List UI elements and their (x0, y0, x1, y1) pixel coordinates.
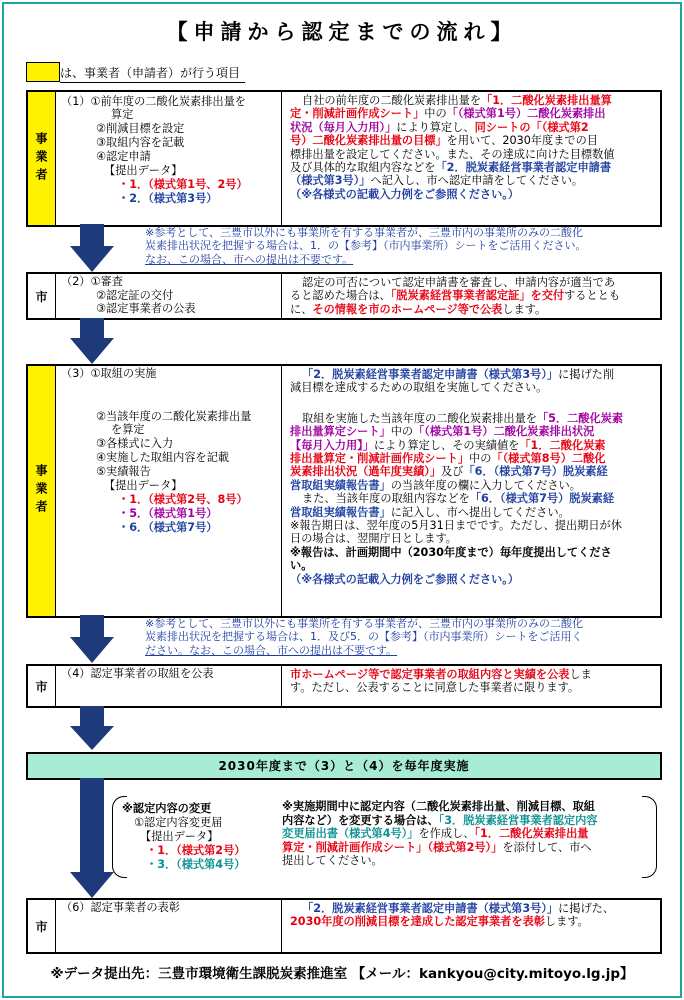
section-2 (26, 272, 662, 320)
section-6 (26, 898, 662, 954)
step-line: （6）認定事業者の表彰 (61, 901, 180, 914)
change-step: ①認定内容変更届 (134, 816, 223, 829)
change-step: 【提出データ】 (140, 830, 219, 843)
step-line: ④実施した取組内容を記載 (96, 451, 230, 464)
step-line: ②当該年度の二酸化炭素排出量 (96, 410, 252, 423)
section-4 (26, 664, 662, 708)
data-item: ・6．（様式第7号） (118, 521, 218, 534)
legend-underline (60, 82, 245, 83)
data-item: ・2．（様式第3号） (118, 192, 218, 205)
data-item: ・5．（様式第1号） (118, 507, 218, 520)
down-arrow-icon (70, 224, 114, 272)
role-city: 市 (28, 900, 56, 952)
step-line: ④認定申請 (96, 150, 151, 163)
down-arrow-icon (70, 615, 114, 663)
legend-swatch (26, 62, 60, 82)
step-line: 【提出データ】 (104, 479, 183, 492)
step-line: ③取組内容を記載 (96, 136, 185, 149)
down-arrow-icon (70, 778, 114, 898)
page-title: 【申請から認定までの流れ】 (166, 20, 518, 44)
section-1-desc: 自社の前年度の二酸化炭素排出量を「1．二酸化炭素排出量算 定・削減計画作成シート」中の「（様式第1号）二酸化炭素排出 状況（毎月入力用）」により算定し、同シートの「（様式第2 号）二酸化炭素排出量の目標」を用いて、2030年度までの目 標排出量を設定してください。また、その達成に向けた目標数値 及び具体的な取組内容などを「2．脱炭素経営事業者認定申請書 （様式第3号）」へ記入し、市へ認定申請をしてください。 （※各様式の記載入力例をご参照ください。） (290, 94, 615, 201)
section-3-desc: 「2．脱炭素経営事業者認定申請書（様式第3号）」に掲げた削 減目標を達成するための取組を実施してください。 取組を実施した当該年度の二酸化炭素排出量を「5．二酸化炭素 排出量算定シート」中の「（様式第1号）二酸化炭素排出状況 【毎月入力用】」により算定し、その実績値を「1．二酸化炭素 排出量算定・削減計画作成シート」中の「（様式第8号）二酸化 炭素排出状況（過年度実績）」及び「6．（様式第7号）脱炭素経 営取組実績報告書」の当該年度の欄に入力してください。 また、当該年度の取組内容などを「6．（様式第7号）脱炭素経 営取組実績報告書」に記入し、市へ提出してください。 ※報告期日は、翌年度の5月31日までです。ただし、提出期日が休 日の場合は、翌開庁日とします。 ※報告は、計画期間中（2030年度まで）毎年度提出してくださ い。 （※各様式の記載入力例をご参照ください。） (290, 368, 624, 586)
down-arrow-icon (70, 318, 114, 364)
role-business: 事業者 (28, 92, 56, 225)
section-3-steps (56, 366, 282, 616)
data-item: ・1．（様式第2号、8号） (118, 493, 248, 506)
step-line: （3）①取組の実施 (61, 367, 157, 380)
step-line: 算定 (111, 108, 134, 121)
step-line: ⑤実績報告 (96, 465, 151, 478)
section-4-desc: 市ホームページ等で認定事業者の取組内容と実績を公表しま す。ただし、公表することに同意した事業者に限ります。 (290, 668, 592, 695)
change-desc: ※実施期間中に認定内容（二酸化炭素排出量、削減目標、取組 内容など）を変更する場合は、「3．脱炭素経営事業者認定内容 変更届出書（様式第4号）」を作成し、「1．二酸化炭素排出量 算定・削減計画作成シート」（様式第2号）」を添付して、市へ 提出してください。 (282, 800, 598, 868)
legend-text: は、事業者（申請者）が行う項目 (60, 66, 241, 80)
data-item: ・1．（様式第2号） (146, 844, 246, 857)
step-line: ②認定証の交付 (96, 289, 174, 302)
section-1-steps (56, 92, 282, 225)
section-6-desc: 「2．脱炭素経営事業者認定申請書（様式第3号）」に掲げた、 2030年度の削減目標を達成した認定事業者を表彰します。 (290, 902, 615, 929)
section-1 (26, 90, 662, 227)
step-line: ③各様式に入力 (96, 437, 174, 450)
step-line: ②削減目標を設定 (96, 122, 185, 135)
annual-banner: 2030年度まで（3）と（4）を毎年度実施 (26, 752, 662, 780)
step-line: （2）①審査 (61, 275, 123, 288)
step-line: （4）認定事業者の取組を公表 (61, 667, 214, 680)
section-6-steps (56, 900, 282, 952)
step-line: ③認定事業者の公表 (96, 302, 196, 315)
role-city: 市 (28, 274, 56, 318)
role-business: 事業者 (28, 366, 56, 616)
role-city: 市 (28, 666, 56, 706)
step-line: 【提出データ】 (104, 164, 183, 177)
section-3 (26, 364, 662, 618)
down-arrow-icon (70, 706, 114, 750)
section-2-desc: 認定の可否について認定申請書を審査し、申請内容が適当であ ると認めた場合は、「脱炭素経営事業者認定証」を交付するととも に、その情報を市のホームページ等で公表します。 (290, 276, 621, 316)
step-line: （1）①前年度の二酸化炭素排出量を (61, 95, 246, 108)
step-line: を算定 (111, 423, 145, 436)
data-item: ・3．（様式第4号） (146, 858, 246, 871)
change-notice (112, 796, 657, 878)
note-2: ※参考として、三豊市以外にも事業所を有する事業者が、三豊市内の事業所のみの二酸化 炭素排出状況を把握する場合は、1．及び5．の【参考】（市内事業所）シートをご活用く ださい。なお、この場合、市への提出は不要です。 (145, 617, 583, 657)
note-1: ※参考として、三豊市以外にも事業所を有する事業者が、三豊市内の事業所のみの二酸化 炭素排出状況を把握する場合は、1．の【参考】（市内事業所）シートをご活用ください。 なお、この場合、市への提出は不要です。 (145, 226, 587, 266)
data-item: ・1．（様式第1号、2号） (118, 178, 248, 191)
footer-contact: ※データ提出先：三豊市環境衛生課脱炭素推進室 【メール：kankyou@city.mitoyo.lg.jp】 (50, 966, 634, 982)
section-4-steps (56, 666, 282, 706)
change-title: ※認定内容の変更 (122, 802, 212, 815)
section-2-steps (56, 274, 282, 318)
